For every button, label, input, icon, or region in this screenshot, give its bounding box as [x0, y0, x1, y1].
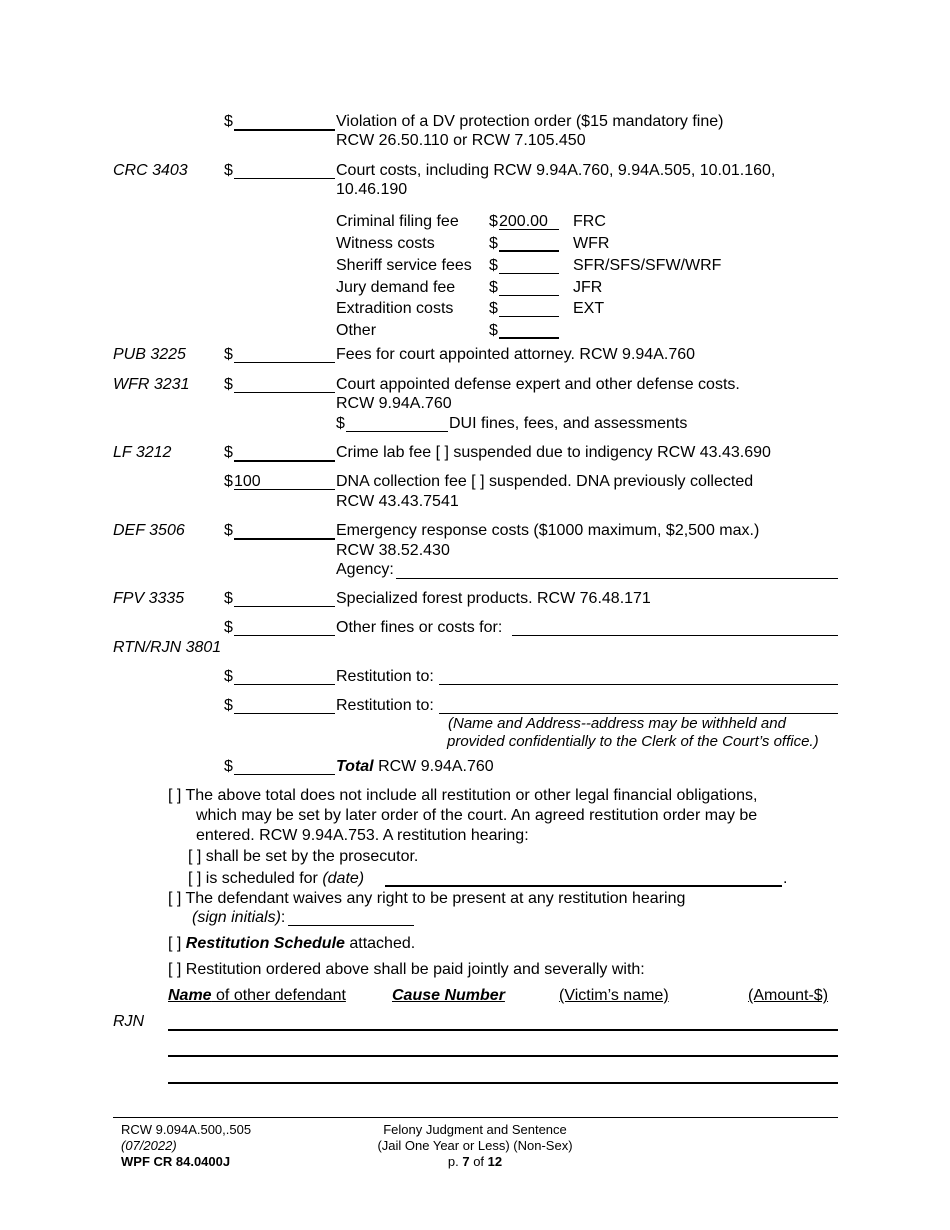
agency-field[interactable]: [396, 578, 838, 579]
other-amount-blank[interactable]: [234, 635, 335, 636]
cost-amount-blank[interactable]: [499, 273, 559, 274]
fpv-amount-blank[interactable]: [234, 606, 335, 607]
wfr-amount-blank[interactable]: [234, 392, 335, 393]
crc-amount-blank[interactable]: [234, 178, 335, 179]
dv-fine-label: Violation of a DV protection order ($15 mandatory fine): [336, 113, 724, 130]
cost-code: JFR: [573, 279, 603, 296]
currency-symbol: $: [224, 346, 233, 363]
currency-symbol: $: [224, 444, 233, 461]
footer-subtitle: (Jail One Year or Less) (Non-Sex): [377, 1138, 573, 1153]
restitution-checkbox-row: [168, 786, 757, 805]
dv-amount-blank[interactable]: [234, 129, 335, 131]
cost-code: FRC: [573, 213, 606, 230]
currency-symbol: $: [489, 257, 498, 274]
cost-code: EXT: [573, 300, 605, 317]
col-amount-header: (Amount-$): [748, 987, 829, 1004]
col-name-rest: of other defendant: [211, 987, 346, 1004]
dna-amount: 100: [234, 473, 261, 490]
crime-lab-fee-label: Crime lab fee [ ] suspended due to indigency RCW 43.43.690: [336, 444, 771, 461]
footer-divider: [113, 1117, 838, 1118]
forest-products-label: Specialized forest products. RCW 76.48.171: [336, 590, 651, 607]
dna-fee-label: DNA collection fee [ ] suspended. DNA previously collected: [336, 473, 754, 490]
currency-symbol: $: [224, 590, 233, 607]
fpv-code: FPV 3335: [113, 590, 185, 607]
checkbox[interactable]: [ ]: [188, 848, 202, 865]
restitution-note: The above total does not include all restitution or other legal financial obligations,: [185, 787, 758, 804]
currency-symbol: $: [224, 619, 233, 636]
currency-symbol: $: [224, 473, 233, 490]
footer-date: (07/2022): [121, 1138, 177, 1153]
currency-symbol: $: [224, 697, 233, 714]
pub-amount-blank[interactable]: [234, 362, 335, 363]
cost-label: Other: [336, 322, 377, 339]
pub-code: PUB 3225: [113, 346, 186, 363]
currency-symbol: $: [489, 300, 498, 317]
col-cause-header: Cause Number: [392, 987, 505, 1004]
cost-code: WFR: [573, 235, 610, 252]
dui-amount-blank[interactable]: [346, 431, 448, 432]
cost-amount-blank[interactable]: [499, 316, 559, 317]
footer-form-number: WPF CR 84.0400J: [121, 1154, 231, 1169]
currency-symbol: $: [224, 162, 233, 179]
page-prefix: p.: [447, 1154, 463, 1169]
currency-symbol: $: [336, 415, 345, 432]
currency-symbol: $: [489, 322, 498, 339]
joint-row-line[interactable]: [168, 1055, 838, 1057]
sign-initials-field[interactable]: [288, 925, 414, 926]
cost-label: Criminal filing fee: [336, 213, 459, 230]
other-fines-label: Other fines or costs for:: [336, 619, 503, 636]
col-victim-header: (Victim’s name): [559, 987, 669, 1004]
footer-page-number: [0, 1154, 950, 1170]
emergency-costs-label: Emergency response costs ($1000 maximum, $2,500 max.): [336, 522, 760, 539]
dui-fees-label: DUI fines, fees, and assessments: [449, 415, 688, 432]
joint-row: [168, 960, 645, 979]
defense-costs-label: Court appointed defense expert and other defense costs.: [336, 376, 740, 393]
schedule-row: [168, 934, 415, 953]
col-name-header: [168, 986, 346, 1005]
page-of: of: [469, 1154, 488, 1169]
joint-text: Restitution ordered above shall be paid jointly and severally with:: [185, 961, 645, 978]
court-costs-label: Court costs, including RCW 9.94A.760, 9.94A.505, 10.01.160,: [336, 162, 776, 179]
restitution2-amount-blank[interactable]: [234, 713, 335, 714]
emergency-costs-rcw: RCW 38.52.430: [336, 542, 450, 559]
restitution1-field[interactable]: [439, 684, 838, 685]
other-fines-field[interactable]: [512, 635, 838, 636]
cost-label: Extradition costs: [336, 300, 454, 317]
total-rcw: RCW 9.94A.760: [373, 758, 494, 775]
cost-amount-blank[interactable]: [499, 250, 559, 252]
wfr-code: WFR 3231: [113, 376, 190, 393]
cost-code: SFR/SFS/SFW/WRF: [573, 257, 722, 274]
option-scheduled-date: (date): [322, 870, 365, 887]
rjn-code: RJN: [113, 1013, 145, 1030]
currency-symbol: $: [489, 235, 498, 252]
page-num: 7: [462, 1154, 470, 1169]
page-total: 12: [487, 1154, 503, 1169]
cost-amount-blank[interactable]: [499, 337, 559, 339]
def-code: DEF 3506: [113, 522, 185, 539]
checkbox[interactable]: [ ]: [168, 935, 182, 952]
restitution-address-note: provided confidentially to the Clerk of the Court’s office.): [447, 733, 819, 750]
option-scheduled: is scheduled for: [205, 870, 318, 887]
footer-rcw: RCW 9.094A.500,.505: [121, 1122, 252, 1137]
checkbox[interactable]: [ ]: [168, 787, 182, 804]
agency-label: Agency:: [336, 561, 394, 578]
dv-fine-rcw: RCW 26.50.110 or RCW 7.105.450: [336, 132, 586, 149]
waive-text: The defendant waives any right to be present at any restitution hearing: [185, 890, 686, 907]
cost-amount-blank[interactable]: [499, 295, 559, 296]
cost-label: Sheriff service fees: [336, 257, 472, 274]
currency-symbol: $: [224, 758, 233, 775]
restitution-schedule-label: Restitution Schedule: [185, 935, 345, 952]
footer-title: Felony Judgment and Sentence: [383, 1122, 567, 1137]
sign-initials-label: (sign initials): [192, 909, 281, 926]
attorney-fees-label: Fees for court appointed attorney. RCW 9.94A.760: [336, 346, 696, 363]
period: .: [783, 870, 788, 887]
checkbox[interactable]: [ ]: [188, 870, 202, 887]
waive-row: [168, 889, 685, 908]
option-prosecutor-row: [188, 847, 418, 866]
rtn-code: RTN/RJN 3801: [113, 639, 222, 656]
sign-initials-row: [192, 908, 285, 927]
cost-label: Witness costs: [336, 235, 435, 252]
crc-code: CRC 3403: [113, 162, 188, 179]
restitution1-label: Restitution to:: [336, 668, 434, 685]
cost-label: Jury demand fee: [336, 279, 456, 296]
court-costs-rcw: 10.46.190: [336, 181, 408, 198]
currency-symbol: $: [224, 522, 233, 539]
cost-amount: 200.00: [499, 213, 548, 230]
currency-symbol: $: [224, 113, 233, 130]
total-bold: Total: [336, 758, 374, 775]
currency-symbol: $: [489, 213, 498, 230]
checkbox[interactable]: [ ]: [168, 890, 182, 907]
restitution2-label: Restitution to:: [336, 697, 434, 714]
option-scheduled-row: [188, 869, 364, 888]
restitution-note: which may be set by later order of the court. An agreed restitution order may be: [196, 807, 758, 824]
restitution-note: entered. RCW 9.94A.753. A restitution hearing:: [196, 827, 529, 844]
joint-row-line[interactable]: [168, 1029, 838, 1031]
sign-initials-colon: :: [280, 909, 286, 926]
option-prosecutor: shall be set by the prosecutor.: [205, 848, 419, 865]
lf-amount-blank[interactable]: [234, 460, 335, 462]
total-label: [336, 757, 494, 776]
hearing-date-field[interactable]: [385, 885, 782, 887]
restitution2-field[interactable]: [439, 713, 838, 714]
def-amount-blank[interactable]: [234, 538, 335, 540]
restitution-address-note: (Name and Address--address may be withheld and: [448, 715, 786, 732]
checkbox[interactable]: [ ]: [168, 961, 182, 978]
restitution1-amount-blank[interactable]: [234, 684, 335, 685]
joint-row-line[interactable]: [168, 1082, 838, 1084]
restitution-schedule-rest: attached.: [344, 935, 416, 952]
currency-symbol: $: [224, 668, 233, 685]
col-name-bold: Name: [168, 987, 212, 1004]
currency-symbol: $: [489, 279, 498, 296]
defense-costs-rcw: RCW 9.94A.760: [336, 395, 452, 412]
dna-fee-rcw: RCW 43.43.7541: [336, 493, 459, 510]
currency-symbol: $: [224, 376, 233, 393]
cost-amount-blank[interactable]: [499, 229, 559, 230]
lf-code: LF 3212: [113, 444, 172, 461]
total-amount-blank[interactable]: [234, 774, 335, 775]
